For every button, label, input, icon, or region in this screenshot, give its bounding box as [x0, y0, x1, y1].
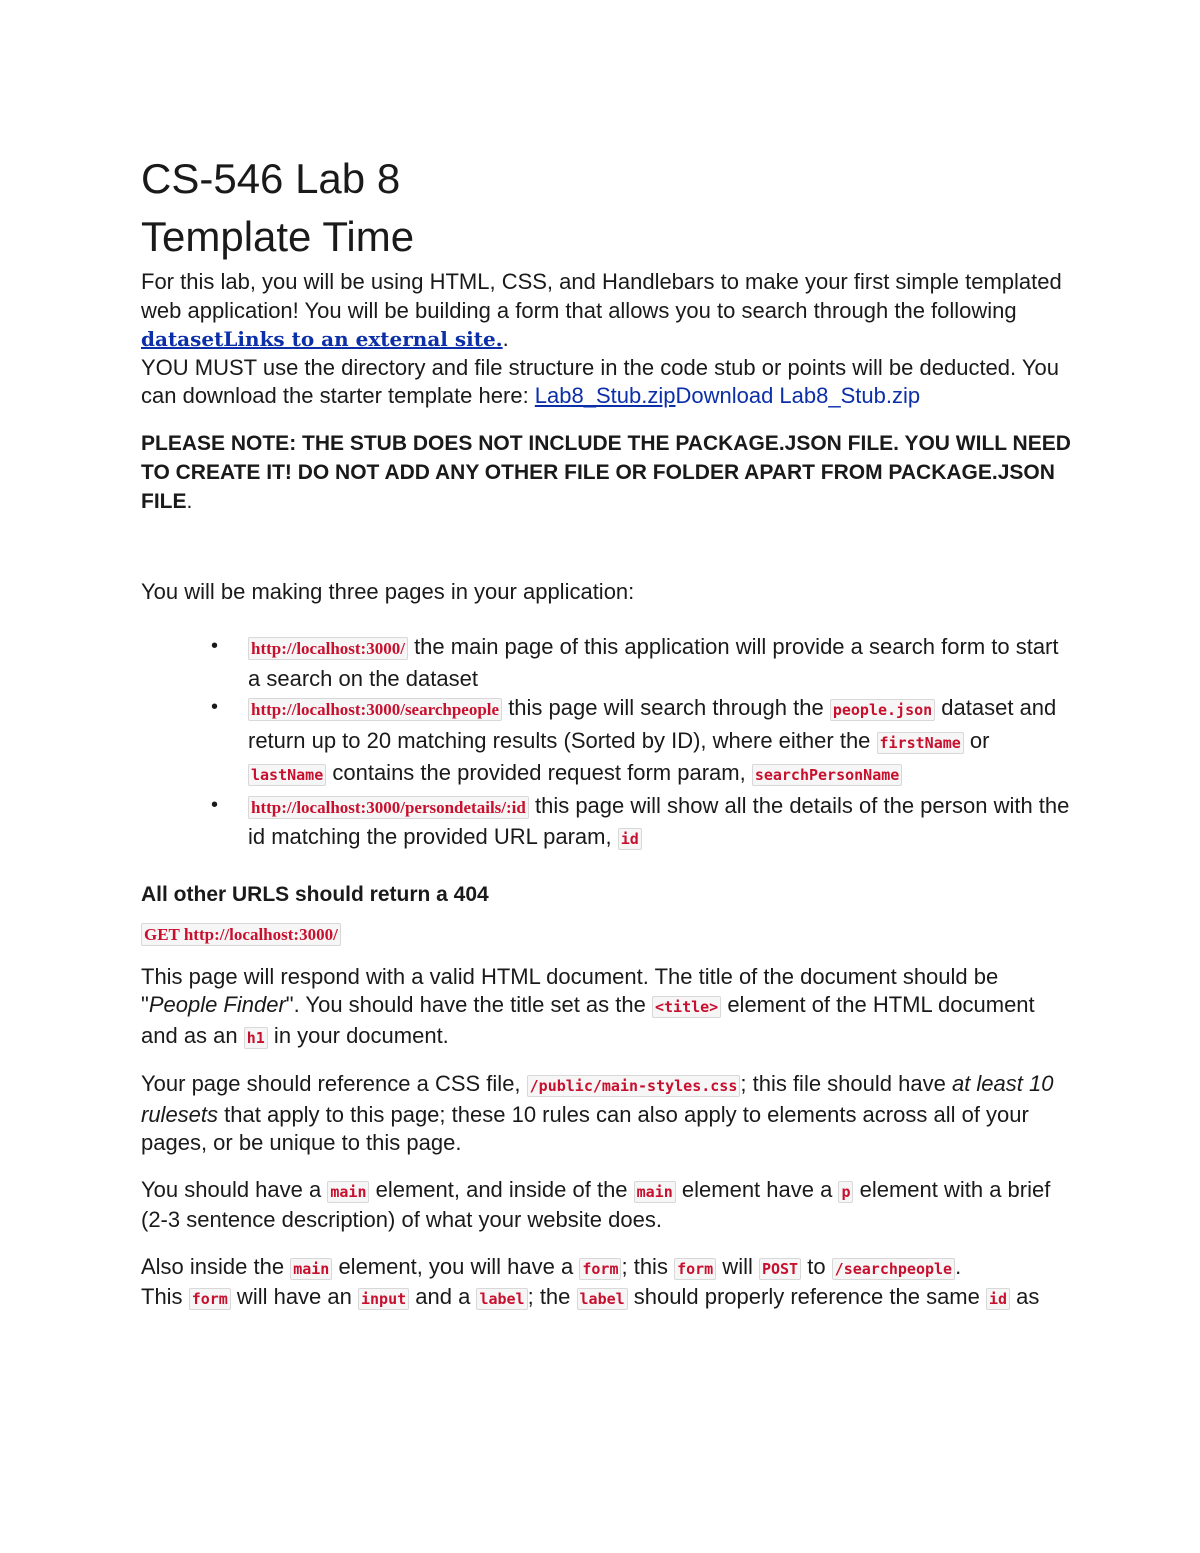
paragraph-text: element, you will have a [332, 1253, 580, 1279]
paragraph-text: will have an [230, 1284, 358, 1309]
route-description: dataset and return up to 20 matching results (Sorted by ID), where either the [248, 695, 1057, 753]
inline-code: firstName [877, 732, 964, 754]
inline-code: id [618, 828, 642, 850]
paragraph-text: element of the HTML document and as an [141, 992, 1035, 1048]
css-paragraph [141, 1070, 1071, 1158]
inline-code: input [358, 1288, 409, 1310]
bullet-icon: • [211, 635, 219, 657]
document-page [141, 150, 1071, 1314]
route-description: this page will show all the details of the person with the id matching the provided URL param, [248, 792, 1070, 849]
stub-instructions: YOU MUST use the directory and file structure in the code stub or points will be deducted. You can download the starter template here: [141, 354, 1059, 408]
pages-intro: You will be making three pages in your application: [141, 578, 635, 604]
paragraph-text: This [141, 1284, 189, 1309]
spacer [141, 516, 1071, 578]
package-json-note [141, 429, 1071, 516]
inline-code: form [579, 1258, 621, 1280]
inline-code: label [476, 1288, 527, 1310]
inline-code: id [986, 1288, 1010, 1310]
inline-code: label [577, 1288, 628, 1310]
other-urls-heading: All other URLS should return a 404 [141, 882, 489, 906]
emphasis-text: at least 10 rulesets [141, 1071, 1054, 1127]
spacer [141, 1158, 1071, 1176]
paragraph-text: element have a [675, 1176, 839, 1202]
inline-code: POST [759, 1258, 801, 1280]
spacer [141, 606, 1071, 632]
spacer [141, 945, 1071, 963]
inline-code: /public/main-styles.css [527, 1075, 741, 1097]
paragraph-text: Also inside the [141, 1253, 291, 1279]
paragraph-text: should properly reference the same [627, 1284, 986, 1309]
inline-code: p [838, 1181, 853, 1203]
paragraph-text: Your page should reference a CSS file, [141, 1071, 527, 1096]
stub-zip-link[interactable]: Lab8_Stub.zip [534, 383, 676, 408]
paragraph-text: that apply to this page; these 10 rules can also apply to elements across all of your pages, or be unique to this page. [141, 1101, 1029, 1155]
paragraph-text: and a [409, 1284, 477, 1309]
paragraph-text: ". You should have the title set as the [285, 992, 652, 1017]
paragraph-text: as [1010, 1284, 1040, 1309]
spacer [141, 411, 1071, 429]
inline-code: lastName [248, 764, 326, 786]
paragraph-text: element, and inside of the [369, 1176, 634, 1202]
paragraph-text: element with a brief (2-3 sentence description) of what your website does. [141, 1176, 1051, 1232]
paragraph-text: This page will respond with a valid HTML document. The title of the document should be " [141, 963, 999, 1017]
form-paragraph [141, 1253, 1071, 1314]
get-route-line [141, 925, 1071, 945]
inline-code: <title> [652, 996, 721, 1018]
list-item [141, 791, 1071, 855]
inline-code: form [189, 1288, 231, 1310]
paragraph-text: will [716, 1253, 759, 1279]
route-code: http://localhost:3000/persondetails/:id [248, 796, 529, 819]
page-subtitle: Template Time [141, 213, 415, 260]
bullet-icon: • [211, 793, 219, 816]
spacer [141, 855, 1071, 881]
inline-code: h1 [244, 1027, 268, 1049]
inline-code: /searchpeople [832, 1258, 955, 1280]
list-item [141, 632, 1071, 693]
inline-code: searchPersonName [752, 764, 903, 786]
route-description: this page will search through the [502, 695, 830, 720]
dataset-link[interactable]: datasetLinks to an external site. [141, 327, 503, 351]
bullet-icon: • [211, 696, 219, 718]
title-paragraph [141, 963, 1071, 1053]
inline-code: main [634, 1181, 676, 1203]
route-code: http://localhost:3000/searchpeople [248, 698, 502, 721]
note-text: PLEASE NOTE: THE STUB DOES NOT INCLUDE THE PACKAGE.JSON FILE. YOU WILL NEED TO CREATE IT! DO NOT ADD ANY OTHER FILE OR FOLDER APART FROM PACKAGE.JSON FILE [141, 431, 1071, 513]
intro-text: For this lab, you will be using HTML, CSS, and Handlebars to make your first simple templated web application! You will be building a form that allows you to search through the following [141, 269, 1062, 323]
route-description: the main page of this application will provide a search form to start a search on the dataset [248, 634, 1059, 691]
get-route-code: GET http://localhost:3000/ [141, 923, 341, 946]
download-stub-link[interactable]: Download Lab8_Stub.zip [675, 383, 921, 408]
spacer [141, 1235, 1071, 1253]
note-period: . [186, 489, 193, 513]
paragraph-text: ; this [621, 1253, 675, 1279]
paragraph-text: in your document. [267, 1022, 449, 1048]
spacer [141, 1052, 1071, 1070]
paragraph-text: ; the [527, 1284, 577, 1309]
emphasis-text: People Finder [148, 992, 286, 1017]
paragraph-text: to [801, 1253, 832, 1279]
route-description: or [963, 727, 990, 753]
paragraph-text: You should have a [141, 1176, 328, 1202]
inline-code: form [674, 1258, 716, 1280]
inline-code: people.json [830, 699, 935, 721]
list-item [141, 693, 1071, 791]
route-description: contains the provided request form param, [326, 760, 752, 785]
inline-code: main [290, 1258, 332, 1280]
main-paragraph [141, 1176, 1071, 1235]
paragraph-text: ; this file should have [740, 1071, 952, 1096]
intro-paragraph [141, 268, 1071, 411]
pages-list [141, 632, 1071, 855]
page-title: CS-546 Lab 8 [141, 155, 401, 202]
inline-code: main [327, 1181, 369, 1203]
route-code: http://localhost:3000/ [248, 637, 408, 660]
paragraph-text: . [955, 1253, 962, 1279]
intro-period: . [502, 326, 509, 351]
